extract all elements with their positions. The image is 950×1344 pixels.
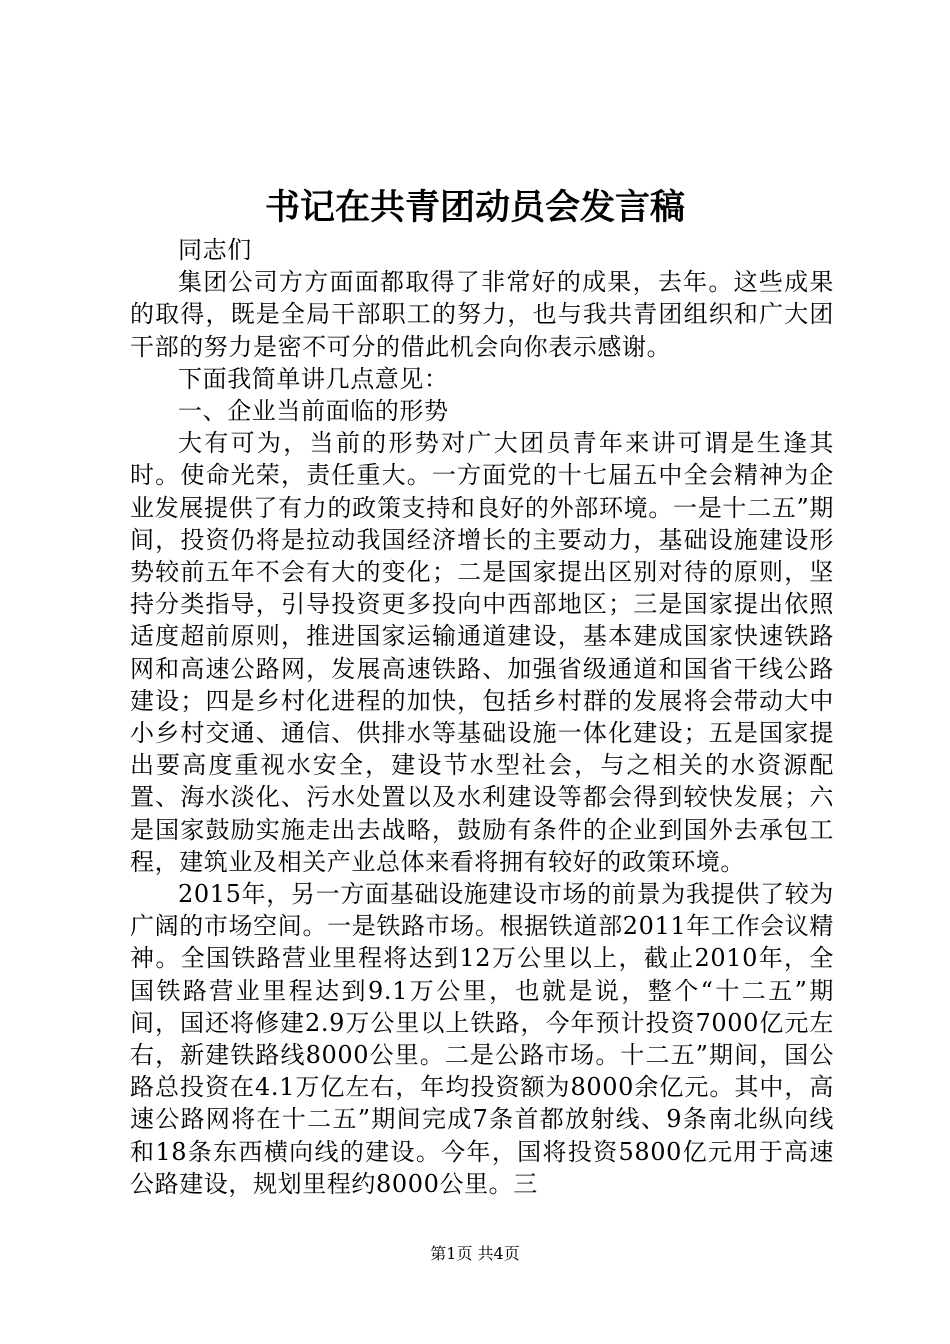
body-paragraph: 集团公司方方面面都取得了非常好的成果，去年。这些成果的取得，既是全局干部职工的努力，也与我共青团组织和广大团干部的努力是密不可分的借此机会向你表示感谢。	[130, 268, 834, 361]
document-body	[130, 234, 834, 1200]
body-paragraph: 大有可为，当前的形势对广大团员青年来讲可谓是生逢其时。使命光荣，责任重大。一方面党的十七届五中全会精神为企业发展提供了有力的政策支持和良好的外部环境。一是十二五”期间，投资仍将是拉动我国经济增长的主要动力，基础设施建设形势较前五年不会有大的变化；二是国家提出区别对待的原则，坚持分类指导，引导投资更多投向中西部地区；三是国家提出依照适度超前原则，推进国家运输通道建设，基本建成国家快速铁路网和高速公路网，发展高速铁路、加强省级通道和国省干线公路建设；四是乡村化进程的加快，包括乡村群的发展将会带动大中小乡村交通、通信、供排水等基础设施一体化建设；五是国家提出要高度重视水安全，建设节水型社会，与之相关的水资源配置、海水淡化、污水处置以及水利建设等都会得到较快发展；六是国家鼓励实施走出去战略，鼓励有条件的企业到国外去承包工程，建筑业及相关产业总体来看将拥有较好的政策环境。	[130, 429, 834, 876]
body-paragraph: 2015年，另一方面基础设施建设市场的前景为我提供了较为广阔的市场空间。一是铁路市场。根据铁道部2011年工作会议精神。全国铁路营业里程将达到12万公里以上，截止2010年，全国铁路营业里程达到9.1万公里，也就是说，整个“十二五”期间，国还将修建2.9万公里以上铁路，今年预计投资7000亿元左右，新建铁路线8000公里。二是公路市场。十二五”期间，国公路总投资在4.1万亿左右，年均投资额为8000余亿元。其中，高速公路网将在十二五”期间完成7条首都放射线、9条南北纵向线和18条东西横向线的建设。今年，国将投资5800亿元用于高速公路建设，规划里程约8000公里。三	[130, 880, 834, 1198]
salutation-paragraph: 同志们	[178, 236, 252, 264]
document-title: 书记在共青团动员会发言稿	[264, 187, 685, 228]
section-heading: 一、企业当前面临的形势	[178, 397, 449, 426]
page-number-footer: 第1页 共4页	[430, 1244, 520, 1263]
body-paragraph: 下面我简单讲几点意见：	[178, 364, 449, 393]
